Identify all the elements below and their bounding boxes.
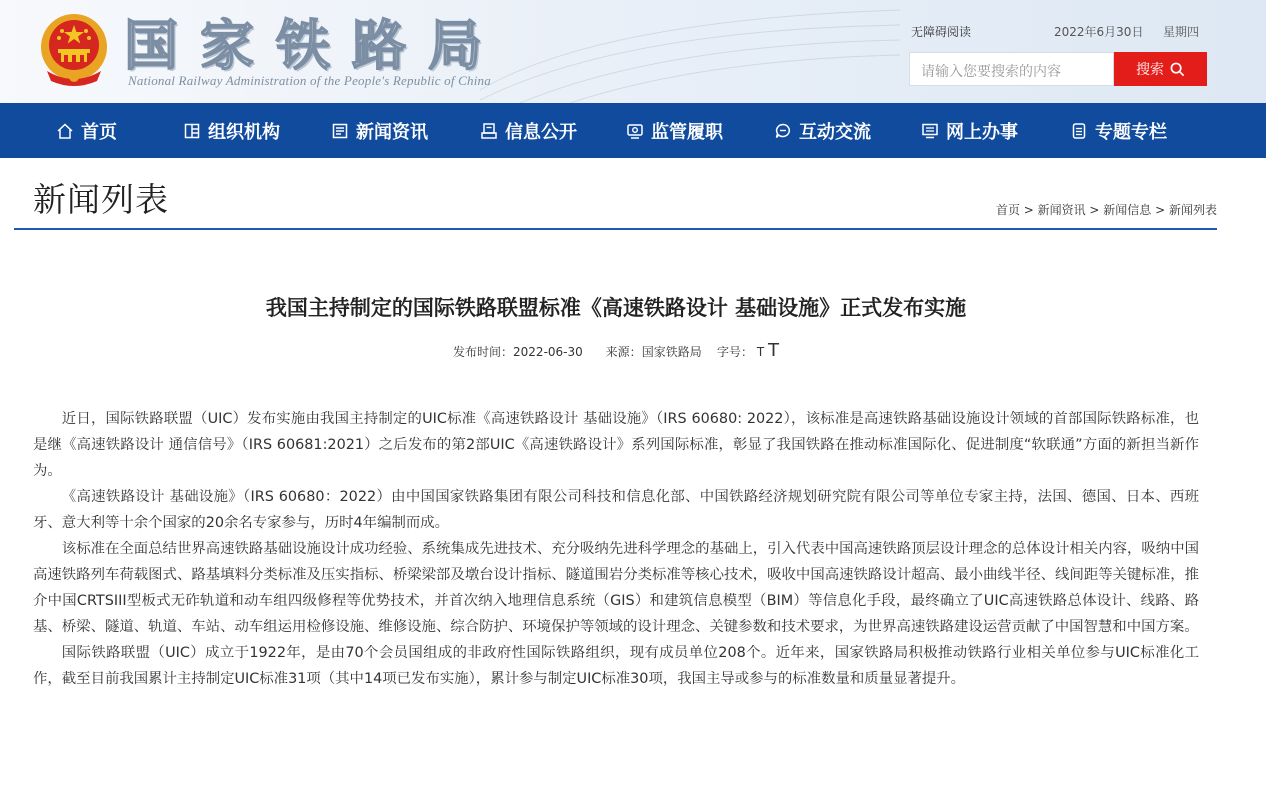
current-date: 2022年6月30日 — [1054, 25, 1144, 39]
article-paragraph: 该标准在全面总结世界高速铁路基础设施设计成功经验、系统集成先进技术、充分吸纳先进科学理念的基础上，引入代表中国高速铁路顶层设计理念的总体设计相关内容，吸纳中国高速铁路列车荷载图式、路基填料分类标准及压实指标、桥梁梁部及墩台设计指标、隧道围岩分类标准等核心技术，吸收中国高速铁路设计超高、最小曲线半径、线间距等关键标准，推介中国CRTSIII型板式无砟轨道和动车组四级修程等优势技术，并首次纳入地理信息系统（GIS）和建筑信息模型（BIM）等信息化手段，最终确立了UIC高速铁路总体设计、线路、路基、桥梁、隧道、轨道、车站、动车组运用检修设施、维修设施、综合防护、环境保护等领域的设计理念、关键参数和技术要求，为世界高速铁路建设运营贡献了中国智慧和中国方案。 — [33, 541, 1199, 635]
site-header — [0, 0, 1266, 103]
nav-item-online-services[interactable] — [921, 103, 1018, 158]
home-icon — [56, 122, 74, 140]
nav-item-home[interactable] — [56, 103, 117, 158]
search-icon — [1170, 62, 1185, 77]
font-size-small-button[interactable]: T — [756, 345, 765, 359]
accessibility-link[interactable]: 无障碍阅读 — [911, 25, 972, 39]
monitor-icon — [921, 122, 939, 140]
nav-item-interaction[interactable] — [774, 103, 871, 158]
nav-item-news[interactable] — [331, 103, 428, 158]
page-title: 新闻列表 — [33, 180, 169, 219]
nav-item-label: 专题专栏 — [1095, 121, 1167, 143]
nav-item-label: 新闻资讯 — [356, 121, 428, 143]
font-size-label: 字号： — [716, 345, 753, 359]
nav-item-supervision[interactable] — [626, 103, 723, 158]
header-decoration — [480, 0, 900, 103]
breadcrumb[interactable]: 首页 > 新闻资讯 > 新闻信息 > 新闻列表 — [995, 203, 1217, 217]
current-weekday: 星期四 — [1163, 25, 1200, 39]
national-emblem-icon — [37, 11, 111, 89]
nav-item-label: 网上办事 — [946, 121, 1018, 143]
title-divider — [14, 228, 1217, 230]
nav-item-label: 信息公开 — [505, 121, 577, 143]
org-chart-icon — [183, 122, 201, 140]
nav-item-organization[interactable] — [183, 103, 280, 158]
search-input[interactable]: 请输入您要搜索的内容 — [909, 52, 1114, 86]
published-date: 2022-06-30 — [513, 345, 583, 359]
document-icon — [1070, 122, 1088, 140]
site-name: 国家铁路局 — [124, 13, 504, 77]
nav-item-label: 监管履职 — [651, 121, 723, 143]
font-size-large-button[interactable]: T — [767, 340, 779, 361]
nav-item-label: 互动交流 — [799, 121, 871, 143]
main-nav — [0, 103, 1266, 158]
article-body — [33, 406, 1199, 692]
nav-item-label: 首页 — [81, 121, 117, 143]
source-value: 国家铁路局 — [641, 345, 702, 359]
article-title: 我国主持制定的国际铁路联盟标准《高速铁路设计 基础设施》正式发布实施 — [265, 296, 967, 320]
site-subtitle: National Railway Administration of the People's Republic of China — [128, 73, 491, 88]
published-label: 发布时间： — [453, 345, 514, 359]
news-icon — [331, 122, 349, 140]
eye-icon — [626, 122, 644, 140]
article-meta — [0, 340, 1232, 361]
info-icon — [480, 122, 498, 140]
article-paragraph: 近日，国际铁路联盟（UIC）发布实施由我国主持制定的UIC标准《高速铁路设计 基础设施》（IRS 60680: 2022），该标准是高速铁路基础设施设计领域的首部国际铁路标准，也是继《高速铁路设计 通信信号》（IRS 60681:2021）之后发布的第2部UIC《高速铁路设计》系列国际标准，彰显了我国铁路在推动标准国际化、促进制度“软联通”方面的新担当新作为。 — [33, 411, 1199, 479]
search-button-label: 搜索 — [1136, 62, 1164, 78]
article-paragraph: 国际铁路联盟（UIC）成立于1922年，是由70个会员国组成的非政府性国际铁路组织，现有成员单位208个。近年来，国家铁路局积极推动铁路行业相关单位参与UIC标准化工作，截至目前我国累计主持制定UIC标准31项（其中14项已发布实施），累计参与制定UIC标准30项，我国主导或参与的标准数量和质量显著提升。 — [33, 645, 1199, 687]
article-paragraph: 《高速铁路设计 基础设施》（IRS 60680：2022）由中国国家铁路集团有限公司科技和信息化部、中国铁路经济规划研究院有限公司等单位专家主持，法国、德国、日本、西班牙、意大利等十余个国家的20余名专家参与，历时4年编制而成。 — [33, 489, 1199, 531]
nav-item-special-topics[interactable] — [1070, 103, 1167, 158]
nav-item-info-disclosure[interactable] — [480, 103, 577, 158]
chat-icon — [774, 122, 792, 140]
search-button[interactable] — [1114, 52, 1207, 86]
source-label: 来源： — [605, 345, 642, 359]
nav-item-label: 组织机构 — [208, 121, 280, 143]
